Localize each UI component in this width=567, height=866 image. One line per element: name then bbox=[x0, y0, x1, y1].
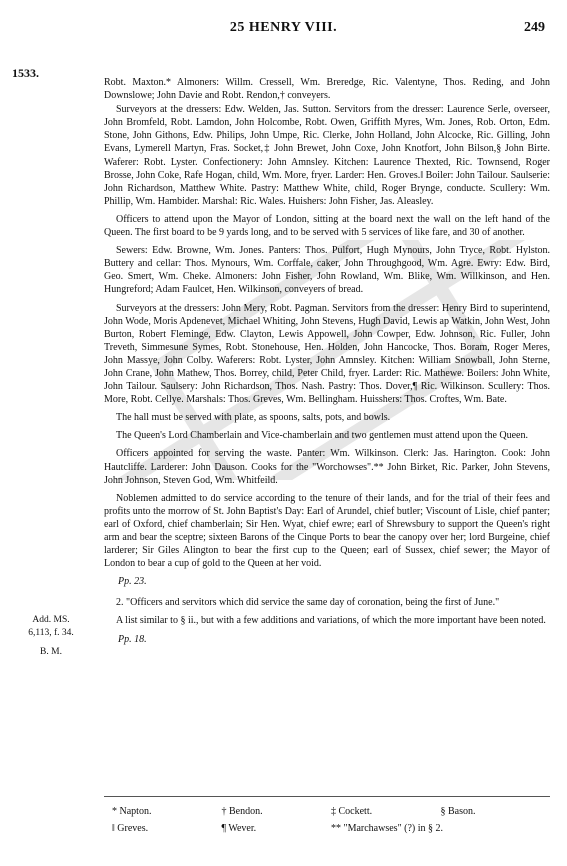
footnote: † Bendon. bbox=[221, 806, 263, 817]
footnote: ‡ Cockett. bbox=[331, 806, 373, 817]
footnote: ‖ Greves. bbox=[112, 823, 149, 834]
paragraph: The Queen's Lord Chamberlain and Vice-chamberlain and two gentlemen must attend upon the Queen. bbox=[116, 430, 528, 442]
footnote: § Bason. bbox=[440, 806, 476, 817]
year-label: 1533. bbox=[12, 66, 39, 80]
document-body bbox=[104, 76, 550, 650]
page-count: Pp. 23. bbox=[118, 576, 147, 588]
paragraph: Officers appointed for serving the waste. Panter: Wm. Wilkinson. Clerk: Jas. Harington. Cook: John Hautcliffe. Larderer: John Dauson. Cooks for the "Worchowses".** John Birket, Ric. Parker, John Stevens, John Johnson, Steven God, Wm. Whitfeild. bbox=[104, 448, 550, 486]
paragraph: Robt. Maxton.* Almoners: Willm. Cressell, Wm. Breredge, Ric. Valentyne, Thos. Reding, and John Downslowe; John Davie and Robt. Rendon,† conveyers. bbox=[104, 77, 550, 102]
paragraph: A list similar to § ii., but with a few additions and variations, of which the more important have been noted. bbox=[116, 615, 546, 627]
paragraph: Surveyors at the dressers: John Mery, Robt. Pagman. Servitors from the dresser: Henry Bird to superintend, John Wode, Moris Apdenevet, Michael Whiting, John Stevens, Hugh David, Lewis ap Watkin, John West, John Burton, Robert Fleminge, Edw. Clayton, Lewis Appowell, John Cowper, Edw. Johnson, Ric. Fuller, John Treveth, Simmesune Symes, Robt. Stonehouse, Hen. Holden, John Hancocke, Thos. Boram, Roger Meres, John Massye, John Colby. Waferers: Robt. Lyster, John Amnsley. Kitchen: William Snowball, John Sterne, John Crane, John Mathew, Thos. Borrey, child, Peter Child, fryer. Larder: Ric. Mathewe. Boilers: John White, John Tailour. Saulsery: John Richardson, Thos. Nash. Pastry: Thos. Dover,¶ Ric. Wilkinson. Scullery: Thos. More, Robt. Cellye. Marshals: Thos. Greves, Wm. Bellingham. Huisshers: Thos. Croftes, Wm. Bate. bbox=[104, 302, 550, 406]
footnote: ¶ Wever. bbox=[221, 823, 257, 834]
paragraph: Officers to attend upon the Mayor of London, sitting at the board next the wall on the left hand of the Queen. The first board to be 9 yards long, and to be served with 5 services of like fare, and 30 of another. bbox=[104, 213, 550, 239]
footnote: * Napton. bbox=[112, 806, 152, 817]
paragraph: Noblemen admitted to do service according to the tenure of their lands, and for the trial of their fees and profits unto the morrow of St. John Baptist's Day: Earl of Arundel, chief butler; Viscount of Lisle, chief panter; earl of Oxford, chief chamberlain; Sir Hen. Wyat, chief ewre; earl of Shrewsbury to support the Queen's right arm and bear the sceptre; sixteen Barons of the Cinque Ports to bear the canopy over her; lord Burgeine, chief larderer; Sir Giles Alington to bear the first cup to the Queen; earl of Sussex, chief sewer; the Mayor of London to bear a cup of gold to the Queen at her void. bbox=[104, 492, 550, 570]
paragraph: The hall must be served with plate, as spoons, salts, pots, and bowls. bbox=[116, 412, 391, 424]
footnotes bbox=[104, 796, 550, 837]
margin-ms-reference bbox=[14, 614, 88, 640]
page-count: Pp. 18. bbox=[118, 633, 147, 645]
page-number: 249 bbox=[524, 20, 545, 35]
paragraph: 2. "Officers and servitors which did service the same day of coronation, being the first of June." bbox=[116, 597, 500, 609]
footnote-row bbox=[104, 803, 550, 820]
footnote-row bbox=[104, 820, 550, 837]
ms-ref-line-2: 6,113, f. 34. bbox=[28, 628, 74, 638]
running-title: 25 HENRY VIII. bbox=[229, 20, 338, 35]
paragraph: Sewers: Edw. Browne, Wm. Jones. Panters: Thos. Pulfort, Hugh Mynours, John Tryce, Robt. Hylston. Buttery and cellar: Thos. Mynours, Wm. Corffale, caker, John Throughgood, Wm. Agre. Ewry: Edw. Bird, Geo. Smert, Wm. Cheke. Almoners: John Fisher, John Rowland, Wm. Blike, Wm. Willkinson, and Hen. Hungreford; Adam Faulcet, Hen. Wilkinson, conveyers of bread. bbox=[104, 245, 550, 296]
paragraph: Surveyors at the dressers: Edw. Welden, Jas. Sutton. Servitors from the dresser: Laurence Serle, overseer, John Bromfeld, Robt. Lamdon, John Holcombe, Robt. Owen, Griffith Myres, Wm. Jones, Rob. Orton, Edm. Stone, John Githons, Edw. Philips, John Umpe, Ric. Clerke, John Holland, John Alcocke, Ric. Gilling, John Evans, Lymerell Martyn, Fras. Socket,‡ John Brewet, John Coxe, John Knotfort, John Bilson,§ John Birte. Waferer: Robt. Lyster. Confectionery: John Amnsley. Kitchen: Laurence Thexted, Ric. Townsend, Roger Brosse, John Coke, Rafe Hogan, child, Wm. More, fryer. Larder: Hen. Groves.‖ Boiler: John Tailour. Saulserie: John Richardson, Matthew White. Pastry: Matthew White, child, Roger Brynge, conducte. Scullery: Wm. Phillip, Wm. Hambider. Marshal: Ric. Wales. Huishers: John Fisher, Jas. Aleasley. bbox=[104, 104, 550, 207]
footnote: ** "Marchawses" (?) in § 2. bbox=[331, 823, 444, 834]
page-header bbox=[0, 20, 567, 42]
ms-ref-line-1: Add. MS. bbox=[32, 615, 70, 625]
margin-repository: B. M. bbox=[40, 647, 62, 657]
